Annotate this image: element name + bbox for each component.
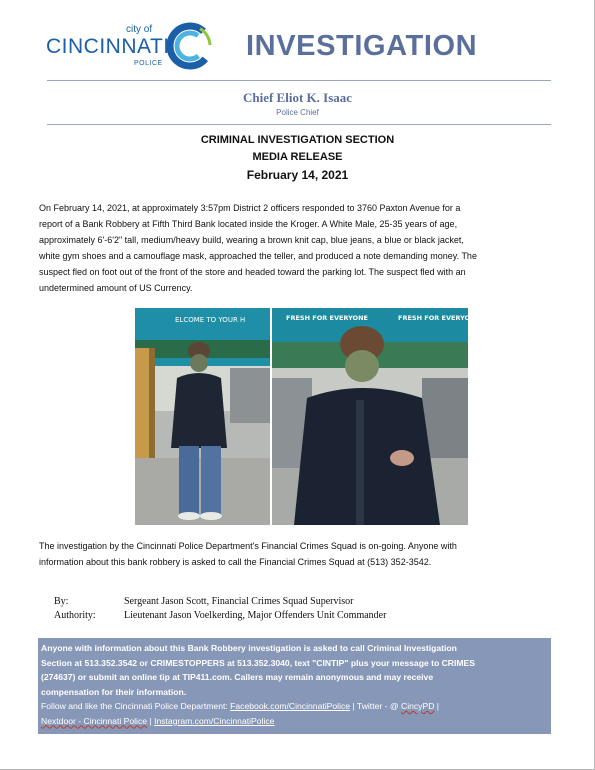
info-line: compensation for their information. [41,686,187,697]
store-banner-right-2: FRESH FOR EVERYONE [398,314,480,322]
paragraph-line: approximately 6'-6'2" tall, medium/heavy build, wearing a brown knit cap, blue jeans, a blue or black jacket, [39,235,464,245]
info-line: Section at 513.352.3542 or CRIMESTOPPERS at 513.352.3040, text "CINTIP" plus your message to CRIMES [41,657,476,668]
paragraph-line: The investigation by the Cincinnati Police Department's Financial Crimes Squad is on-going. Anyone with [39,541,457,551]
separator: | [434,701,440,711]
investigation-paragraph [39,538,559,570]
release-type: MEDIA RELEASE [252,151,343,163]
header-divider-top [47,80,551,81]
by-label: By: [54,596,69,607]
logo-cincinnati: CINCINNATI [46,35,170,58]
surveillance-photo-close-up [272,308,480,525]
logo-police: POLICE [134,60,163,67]
page-title: INVESTIGATION [246,30,478,62]
info-line: Anyone with information about this Bank Robbery investigation is asked to call Criminal Investigation [41,643,457,653]
by-value: Sergeant Jason Scott, Financial Crimes Squad Supervisor [124,596,354,607]
incident-paragraph [39,200,559,296]
follow-text: Follow and like the Cincinnati Police Department: [41,701,231,711]
paragraph-line: undetermined amount of US Currency. [39,283,193,293]
social-line-2 [41,714,548,729]
logo-swirl-icon [166,22,214,70]
paragraph-line: report of a Bank Robbery at Fifth Third Bank located inside the Kroger. A White Male, 25-35 years of age, [39,219,458,229]
tip-info-box [38,638,551,734]
signature-by [54,596,354,607]
twitter-handle-link[interactable]: CincyPD [400,701,435,711]
store-banner-right: FRESH FOR EVERYONE [286,314,368,322]
twitter-text: | Twitter - @ [350,701,401,711]
facebook-link[interactable]: Facebook.com/CincinnatiPolice [230,701,351,711]
social-line [41,699,548,714]
paragraph-line: suspect fled on foot out of the front of the store and headed toward the parking lot. The suspect fled with an [39,267,466,277]
cincinnati-police-logo [46,20,216,72]
header-divider-bottom [47,124,551,125]
section-heading: CRIMINAL INVESTIGATION SECTION [200,134,395,146]
nextdoor-link[interactable]: Nextdoor - Cincinnati Police [41,715,148,726]
logo-city-of: city of [126,24,153,35]
paragraph-line: white gym shoes and a camouflage mask, approached the teller, and produced a note demanding money. The [39,251,477,261]
instagram-link[interactable]: Instagram.com/CincinnatiPolice [154,715,275,726]
authority-label: Authority: [54,610,96,621]
authority-value: Lieutenant Jason Voelkerding, Major Offenders Unit Commander [124,610,387,621]
chief-name: Chief Eliot K. Isaac [242,90,353,105]
signature-authority [54,610,386,621]
chief-title: Police Chief [276,108,319,117]
surveillance-photo-full-body [135,308,270,525]
info-line: (274637) or submit an online tip at TIP411.com. Callers may remain anonymous and may receive [41,672,434,682]
separator-2: | [147,715,155,726]
paragraph-line: On February 14, 2021, at approximately 3:57pm District 2 officers responded to 3760 Paxton Avenue for a [39,203,461,213]
release-date: February 14, 2021 [246,168,349,182]
store-banner-left: ELCOME TO YOUR H [175,316,246,324]
paragraph-line: information about this bank robbery is asked to call the Financial Crimes Squad at (513) 352-3542. [39,557,432,567]
